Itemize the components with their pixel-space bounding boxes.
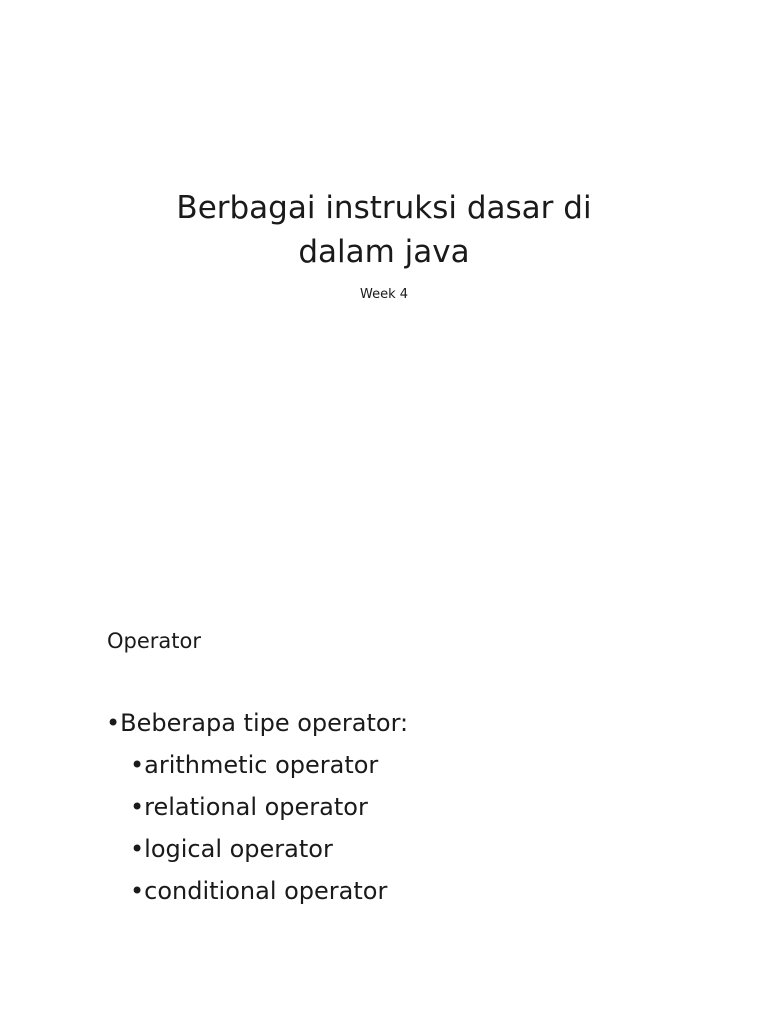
slide-operator: [0, 512, 768, 1024]
bullet-item-main: •Beberapa tipe operator:: [106, 709, 409, 737]
bullet-list: [106, 702, 408, 912]
bullet-item-relational: •relational operator: [130, 793, 368, 821]
bullet-item-conditional: •conditional operator: [130, 877, 388, 905]
slide-subtitle: Week 4: [359, 287, 409, 302]
bullet-item-logical: •logical operator: [130, 835, 333, 863]
slide-title-heading: [84, 186, 684, 274]
title-line-1: Berbagai instruksi dasar di: [176, 190, 592, 226]
title-line-2: dalam java: [298, 234, 470, 270]
bullet-item-arithmetic: •arithmetic operator: [130, 751, 379, 779]
slide-operator-title: Operator: [107, 629, 201, 653]
